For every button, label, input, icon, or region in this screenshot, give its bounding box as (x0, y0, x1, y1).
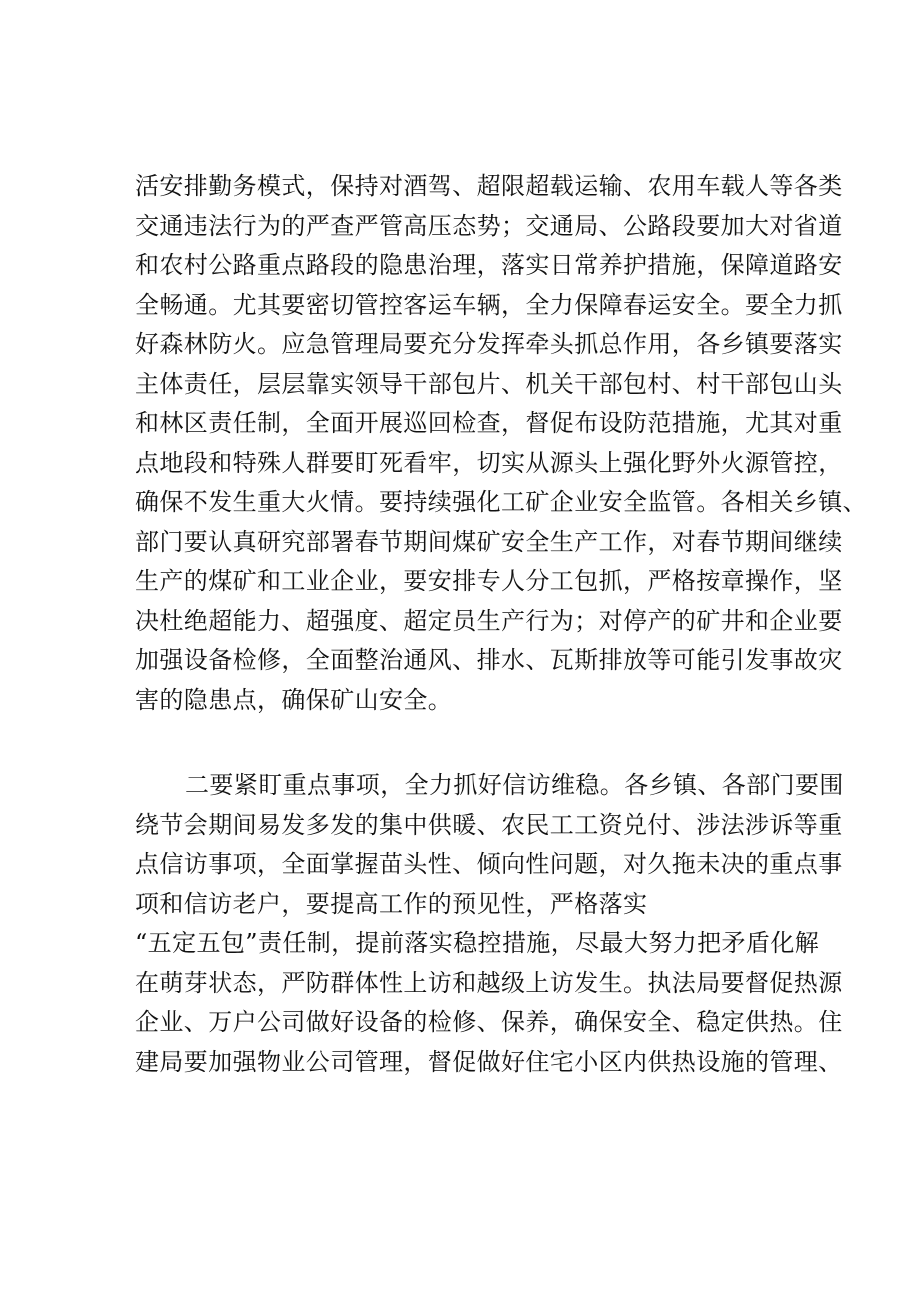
text-line-indented: 二要紧盯重点事项，全力抓好信访维稳。各乡镇、各部门要围 (185, 771, 844, 799)
text-line: 主体责任，层层靠实领导干部包片、机关干部包村、村干部包山头 (135, 369, 843, 398)
text-line: 全畅通。尤其要密切管控客运车辆，全力保障春运安全。要全力抓 (135, 290, 843, 319)
text-line: 确保不发生重大火情。要持续强化工矿企业安全监管。各相关乡镇、 (135, 488, 867, 516)
text-line: 好森林防火。应急管理局要充分发挥牵头抓总作用，各乡镇要落实 (135, 330, 843, 358)
text-line: 项和信访老户，要提高工作的预见性，严格落实 (135, 889, 648, 918)
text-line: “五定五包”责任制，提前落实稳控措施，尽最大努力把矛盾化解 (135, 929, 820, 957)
text-line: 生产的煤矿和工业企业，要安排专人分工包抓，严格按章操作，坚 (135, 567, 843, 595)
text-line: 害的隐患点，确保矿山安全。 (135, 685, 453, 714)
text-line: 和林区责任制，全面开展巡回检查，督促布设防范措施，尤其对重 (135, 409, 843, 437)
text-line: 活安排勤务模式，保持对酒驾、超限超载运输、农用车载人等各类 (135, 172, 843, 200)
text-line: 点地段和特殊人群要盯死看牢，切实从源头上强化野外火源管控， (135, 448, 843, 477)
text-line: 企业、万户公司做好设备的检修、保养，确保安全、稳定供热。住 (135, 1008, 843, 1036)
text-line: 和农村公路重点路段的隐患治理，落实日常养护措施，保障道路安 (135, 251, 843, 279)
text-line: 交通违法行为的严查严管高压态势；交通局、公路段要加大对省道 (135, 211, 843, 240)
paragraph-2 (135, 766, 844, 1082)
text-line: 加强设备检修，全面整治通风、排水、瓦斯排放等可能引发事故灾 (135, 646, 843, 674)
text-line: 绕节会期间易发多发的集中供暖、农民工工资兑付、涉法涉诉等重 (135, 810, 843, 839)
text-line: 在萌芽状态，严防群体性上访和越级上访发生。执法局要督促热源 (135, 968, 843, 997)
text-line: 决杜绝超能力、超强度、超定员生产行为；对停产的矿井和企业要 (135, 606, 843, 635)
text-line: 点信访事项，全面掌握苗头性、倾向性问题，对久拖未决的重点事 (135, 850, 843, 878)
text-line: 建局要加强物业公司管理，督促做好住宅小区内供热设施的管理、 (135, 1047, 843, 1076)
text-line: 部门要认真研究部署春节期间煤矿安全生产工作，对春节期间继续 (135, 527, 843, 556)
paragraph-1 (135, 167, 867, 720)
